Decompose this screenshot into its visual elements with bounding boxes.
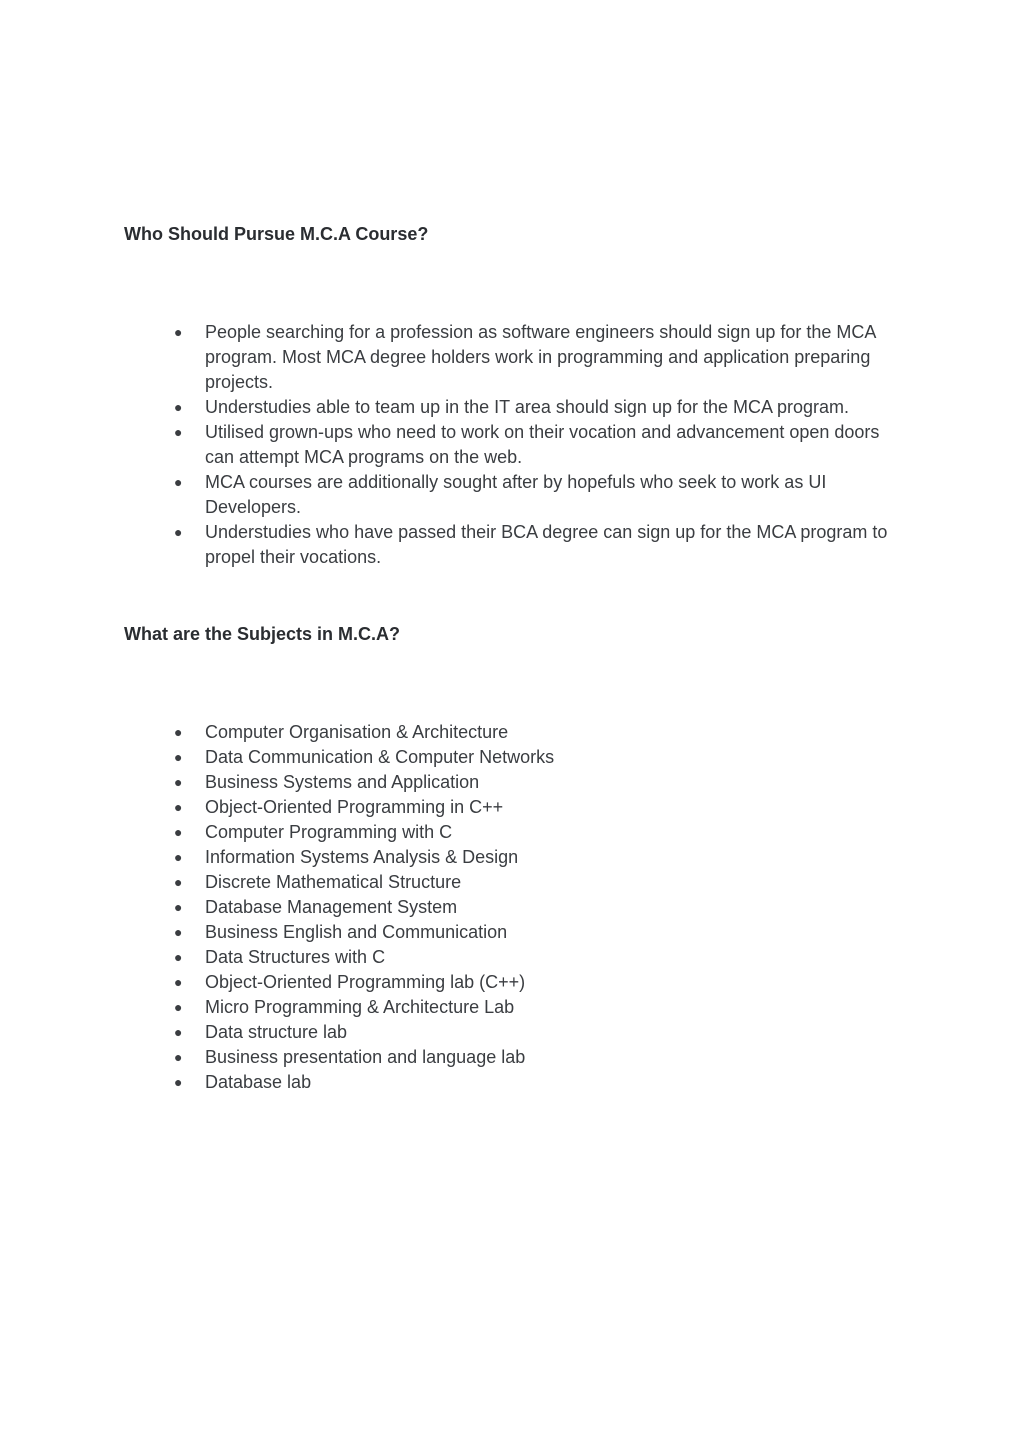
list-item-text: Discrete Mathematical Structure (205, 872, 462, 892)
list-item (170, 320, 900, 395)
bullet-icon: ● (174, 1024, 183, 1040)
list-item (170, 820, 900, 845)
list-item (170, 770, 900, 795)
bullet-icon: ● (174, 399, 183, 415)
bullet-icon: ● (174, 749, 183, 765)
bullet-icon: ● (174, 424, 183, 440)
who-should-pursue-list (170, 320, 900, 570)
list-item (170, 470, 900, 520)
list-item (170, 720, 900, 745)
bullet-icon: ● (174, 924, 183, 940)
list-item (170, 895, 900, 920)
bullet-icon: ● (174, 474, 183, 490)
bullet-icon: ● (174, 849, 183, 865)
list-item (170, 970, 900, 995)
list-item-text: Object-Oriented Programming lab (C++) (205, 972, 526, 992)
section-heading-subjects: What are the Subjects in M.C.A? (124, 624, 401, 644)
list-item-text: People searching for a profession as software engineers should sign up for the MCA program. Most MCA degree holders work in programming and application preparing projects. (205, 322, 876, 392)
list-item-text: Computer Programming with C (205, 822, 453, 842)
list-item-text: Computer Organisation & Architecture (205, 722, 509, 742)
list-item (170, 395, 900, 420)
bullet-icon: ● (174, 1074, 183, 1090)
list-item-text: Data Structures with C (205, 947, 386, 967)
list-item (170, 995, 900, 1020)
bullet-icon: ● (174, 874, 183, 890)
list-item (170, 1045, 900, 1070)
bullet-icon: ● (174, 324, 183, 340)
list-item-text: Understudies able to team up in the IT area should sign up for the MCA program. (205, 397, 850, 417)
bullet-icon: ● (174, 1049, 183, 1065)
list-item (170, 1070, 900, 1095)
list-item-text: Database Management System (205, 897, 458, 917)
list-item (170, 520, 900, 570)
list-item-text: Data Communication & Computer Networks (205, 747, 555, 767)
bullet-icon: ● (174, 949, 183, 965)
bullet-icon: ● (174, 799, 183, 815)
list-item-text: MCA courses are additionally sought after by hopefuls who seek to work as UI Developers. (205, 472, 827, 517)
list-item-text: Utilised grown-ups who need to work on their vocation and advancement open doors can attempt MCA programs on the web. (205, 422, 880, 467)
list-item (170, 745, 900, 770)
subjects-list (170, 720, 900, 1095)
bullet-icon: ● (174, 774, 183, 790)
list-item (170, 420, 900, 470)
list-item (170, 845, 900, 870)
section-heading-who-should-pursue: Who Should Pursue M.C.A Course? (124, 224, 429, 244)
bullet-icon: ● (174, 524, 183, 540)
bullet-icon: ● (174, 824, 183, 840)
bullet-icon: ● (174, 899, 183, 915)
list-item-text: Business Systems and Application (205, 772, 480, 792)
list-item (170, 795, 900, 820)
list-item-text: Object-Oriented Programming in C++ (205, 797, 504, 817)
list-item-text: Micro Programming & Architecture Lab (205, 997, 515, 1017)
list-item-text: Understudies who have passed their BCA degree can sign up for the MCA program to propel their vocations. (205, 522, 888, 567)
list-item-text: Information Systems Analysis & Design (205, 847, 519, 867)
bullet-icon: ● (174, 999, 183, 1015)
bullet-icon: ● (174, 724, 183, 740)
bullet-icon: ● (174, 974, 183, 990)
list-item (170, 920, 900, 945)
list-item (170, 945, 900, 970)
list-item-text: Data structure lab (205, 1022, 348, 1042)
list-item-text: Business English and Communication (205, 922, 508, 942)
list-item-text: Database lab (205, 1072, 312, 1092)
list-item (170, 1020, 900, 1045)
list-item (170, 870, 900, 895)
list-item-text: Business presentation and language lab (205, 1047, 526, 1067)
